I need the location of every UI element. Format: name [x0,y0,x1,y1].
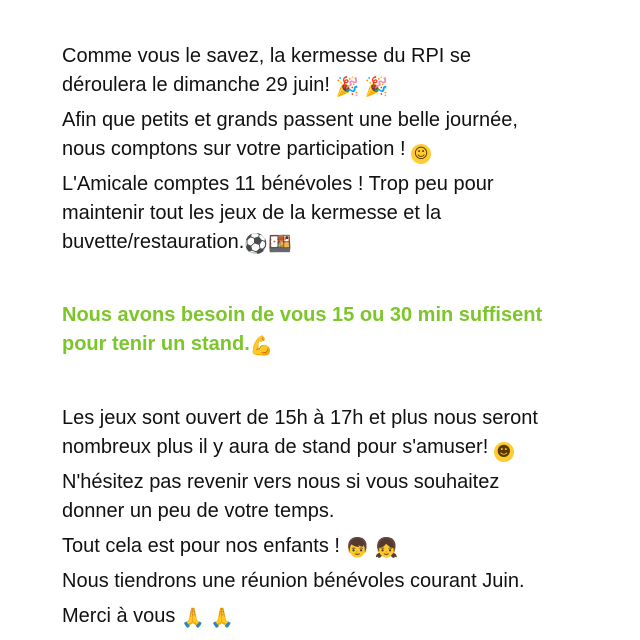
folded-hands-icon: 🙏 [210,607,234,629]
text-line: maintenir tout les jeux de la kermesse et la [62,202,442,224]
paragraph-volunteers [62,170,602,257]
text-line: Nous tiendrons une réunion bénévoles courant Juin. [62,570,525,592]
paragraph-participation [62,106,602,164]
flexed-biceps-icon: 💪 [249,335,274,357]
girl-icon: 👧 [374,537,399,559]
text-line: déroulera le dimanche 29 juin! [62,74,330,96]
text-line: L'Amicale comptes 11 bénévoles ! Trop peu pour [62,173,494,195]
soccer-ball-icon: ⚽ [244,233,269,255]
paragraph-kermesse-date [62,42,602,100]
boy-icon: 👦 [345,537,370,559]
paragraph-call-to-action [62,301,602,359]
text-line: Nous avons besoin de vous 15 ou 30 min suffisent [62,304,543,326]
grinning-face-icon: ☻ [494,442,514,462]
post-text [62,42,602,637]
folded-hands-icon: 🙏 [180,607,205,629]
text-line: donner un peu de votre temps. [62,500,335,522]
paragraph-thanks [62,602,602,631]
text-line: Comme vous le savez, la kermesse du RPI se [62,45,472,67]
bento-box-icon: 🍱 [268,233,292,255]
paragraph-contact [62,468,602,526]
text-line: nous comptons sur votre participation ! [62,138,406,160]
text-line: Tout cela est pour nos enfants ! [62,535,340,557]
paragraph-meeting [62,567,602,596]
text-line: pour tenir un stand. [62,333,250,355]
party-popper-icon: 🎉 [335,76,360,98]
text-line: nombreux plus il y aura de stand pour s'amuser! [62,436,489,458]
text-line: buvette/restauration. [62,231,245,253]
text-line: Les jeux sont ouvert de 15h à 17h et plus nous seront [62,407,538,429]
text-line: Merci à vous [62,605,176,627]
text-line: N'hésitez pas revenir vers nous si vous souhaitez [62,471,500,493]
paragraph-for-children [62,532,602,561]
text-line: Afin que petits et grands passent une belle journée, [62,109,518,131]
smiley-face-icon: ☺ [411,144,431,164]
paragraph-game-hours [62,404,602,462]
party-popper-icon: 🎉 [364,76,389,98]
